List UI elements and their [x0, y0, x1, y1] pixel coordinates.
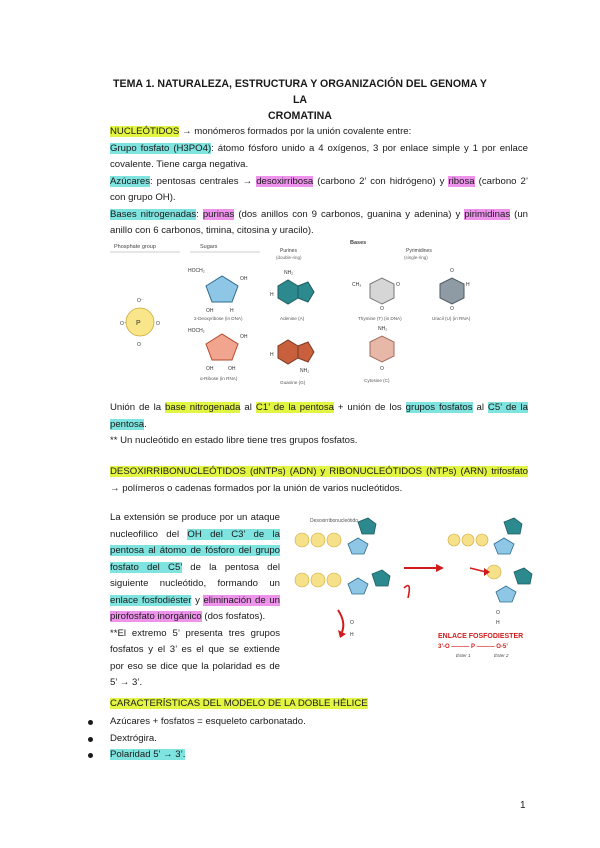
title-line-1: TEMA 1. NATURALEZA, ESTRUCTURA Y ORGANIZACIÓN DEL GENOMA Y LA [113, 78, 487, 106]
azucares-term: Azúcares [110, 175, 150, 187]
svg-text:O⁻: O⁻ [137, 298, 144, 304]
base-nitrogenada-term: base nitrogenada [165, 402, 241, 413]
ribosa-term: ribosa [448, 175, 475, 187]
nucleotide-components-figure [110, 236, 530, 390]
bullet-icon [88, 753, 93, 758]
svg-text:P: P [136, 320, 141, 327]
svg-text:O⁻: O⁻ [120, 321, 127, 327]
azucares-paragraph [110, 174, 528, 207]
list-item-text: Polaridad 5’ → 3’. [110, 749, 186, 760]
azucares-text-3: (carbono 2’ con grupo OH). [110, 175, 528, 203]
svg-text:H: H [270, 352, 274, 358]
svg-text:O: O [496, 610, 500, 616]
bases-term: Bases nitrogenadas [110, 208, 197, 220]
pirofosfato-term: eliminación de un pirofosfato inorgánico [110, 594, 280, 622]
purines-label: Purines [280, 248, 297, 254]
svg-text:H: H [466, 282, 470, 288]
cytosine-molecule [364, 326, 394, 383]
svg-text:H: H [230, 308, 234, 314]
list-item-text: Dextrógira. [110, 732, 157, 744]
nucleotidos-term: NUCLEÓTIDOS [110, 126, 180, 137]
extension-text-3: y [191, 594, 204, 606]
deoxyribose-label: 2-Deoxyribose (in DNA) [194, 316, 243, 321]
union-text-4: al [472, 402, 488, 413]
desoxirribonucleotido-label: Desoxirribonucleótido [310, 518, 359, 524]
svg-text:H: H [496, 620, 500, 626]
purinas-term: purinas [202, 208, 235, 220]
extension-text [110, 510, 280, 626]
ribose-label: α-Ribose (in RNA) [200, 376, 238, 381]
svg-text:NH₂: NH₂ [284, 270, 294, 276]
pyrimidines-label: Pyrimidines [406, 248, 432, 254]
azucares-text: : pentosas centrales → [150, 175, 257, 187]
uracil-molecule [432, 268, 471, 321]
ribose-molecule [188, 328, 248, 381]
union-text-5: . [144, 418, 147, 430]
svg-text:H: H [350, 632, 354, 638]
phosphate-group-label: Phosphate group [114, 244, 156, 250]
union-paragraph [110, 400, 528, 450]
azucares-text-2: (carbono 2’ con hidrógeno) y [313, 175, 449, 187]
bases-text-2: (dos anillos con 9 carbonos, guanina y adenina) y [234, 208, 465, 220]
page-title [110, 76, 490, 124]
caracteristicas-list [88, 714, 306, 764]
bases-paragraph [110, 207, 528, 240]
bullet-icon [88, 737, 93, 742]
ester-2-label: Éster 2 [494, 653, 509, 658]
svg-text:O: O [396, 282, 400, 288]
guanine-molecule [270, 340, 314, 385]
fosfato-text: : átomo fósforo unido a 4 oxígenos, 3 por enlace simple y 1 por enlace covalente. Tiene carga negativa. [110, 142, 528, 170]
sugars-label: Sugars [200, 244, 218, 250]
phosphodiester-figure [288, 510, 533, 670]
pyrimidines-sub-label: (single-ring) [404, 255, 428, 260]
extension-text-4: (dos fosfatos). [201, 611, 266, 622]
page-number: 1 [520, 800, 526, 811]
purines-sub-label: (double-ring) [276, 255, 302, 260]
c1-term: C1’ de la pentosa [255, 402, 334, 413]
svg-text:O: O [350, 620, 354, 626]
list-item [88, 714, 306, 731]
adenine-label: Adenine (A) [280, 316, 305, 321]
svg-text:OH: OH [240, 276, 248, 282]
deoxyribose-molecule [188, 268, 248, 321]
bullet-icon [88, 720, 93, 725]
phosphate-molecule [120, 298, 160, 348]
svg-text:HOCH₂: HOCH₂ [188, 328, 205, 334]
bases-label: Bases [350, 240, 367, 246]
svg-text:OH: OH [206, 366, 214, 372]
extension-paragraph [110, 510, 280, 692]
grupos-fosfatos-term: grupos fosfatos [405, 402, 473, 413]
guanine-label: Guanine (G) [280, 380, 306, 385]
bases-text: : [196, 208, 203, 220]
extension-text-1: La extensión se produce por un ataque nucleofílico del [110, 512, 280, 540]
polimeros-paragraph [110, 464, 528, 497]
fosfato-term: Grupo fosfato (H3PO4) [110, 142, 212, 154]
svg-text:NH₂: NH₂ [378, 326, 388, 332]
svg-text:H: H [270, 292, 274, 298]
nucleotidos-heading [110, 124, 528, 141]
union-text-3: + unión de los [333, 402, 406, 413]
thymine-molecule [352, 278, 402, 321]
triphosphate-left-2 [295, 570, 390, 594]
svg-text:OH: OH [206, 308, 214, 314]
nucleotidos-trifosfato-term: DESOXIRRIBONUCLEÓTIDOS (dNTPs) (ADN) y RIBONUCLEÓTIDOS (NTPs) (ARN) trifosfato [110, 466, 528, 477]
bond-formula: 3’-O ——— P ——— O-5’ [438, 644, 508, 650]
list-item [88, 747, 306, 764]
extension-text-2: de la pentosa del siguiente nucleótido, formando un [110, 561, 280, 589]
enlace-fosfodiester-term: enlace fosfodiéster [110, 594, 192, 606]
ester-1-label: Éster 1 [456, 653, 471, 658]
ataque-oh-term: OH del C3’ de la pentosa al átomo de fósforo del grupo fosfato del C5’ [110, 528, 280, 573]
svg-text:O: O [380, 306, 384, 312]
caracteristicas-title: CARACTERÍSTICAS DEL MODELO DE LA DOBLE HÉLICE [110, 698, 368, 709]
polimeros-text: → polímeros o cadenas formados por la unión de varios nucleótidos. [110, 482, 403, 494]
fosfato-paragraph [110, 141, 528, 174]
nucleotidos-section [110, 124, 528, 240]
caracteristicas-heading [110, 696, 368, 713]
svg-text:OH: OH [240, 334, 248, 340]
svg-text:O: O [156, 321, 160, 327]
union-note: ** Un nucleótido en estado libre tiene tres grupos fosfatos. [110, 435, 358, 446]
extension-note: **El extremo 5’ presenta tres grupos fosfatos y el 3’ es el que se extiende por eso se dice que la polaridad es de 5’ → 3’. [110, 627, 280, 688]
svg-text:O: O [450, 268, 454, 274]
svg-text:O: O [450, 306, 454, 312]
svg-text:OH: OH [228, 366, 236, 372]
svg-text:CH₃: CH₃ [352, 282, 362, 288]
cytosine-label: Cytosine (C) [364, 378, 390, 383]
pirimidinas-term: pirimidinas [464, 208, 511, 220]
svg-text:O: O [137, 342, 141, 348]
list-item [88, 731, 306, 748]
thymine-label: Thymine (T) (in DNA) [358, 316, 402, 321]
union-sentence [110, 400, 528, 433]
title-line-2: CROMATINA [268, 110, 332, 122]
adenine-molecule [270, 270, 314, 321]
uracil-label: Uracil (U) (in RNA) [432, 316, 471, 321]
c5-term: C5’ de la pentosa [110, 402, 528, 430]
svg-text:NH₂: NH₂ [300, 368, 310, 374]
union-text-2: al [240, 402, 256, 413]
desoxirribosa-term: desoxirribosa [256, 175, 314, 187]
list-item-text: Azúcares + fosfatos = esqueleto carbonatado. [110, 716, 306, 727]
bases-text-3: (un anillo con 6 carbonos, timina, citosina y uracilo). [110, 208, 528, 236]
union-text-1: Unión de la [110, 402, 166, 413]
nucleotidos-definition: → monómeros formados por la unión covalente entre: [179, 126, 412, 137]
svg-text:HOCH₂: HOCH₂ [188, 268, 205, 274]
svg-text:O: O [380, 366, 384, 372]
enlace-fosfodiester-label: ENLACE FOSFODIESTER [438, 633, 524, 640]
